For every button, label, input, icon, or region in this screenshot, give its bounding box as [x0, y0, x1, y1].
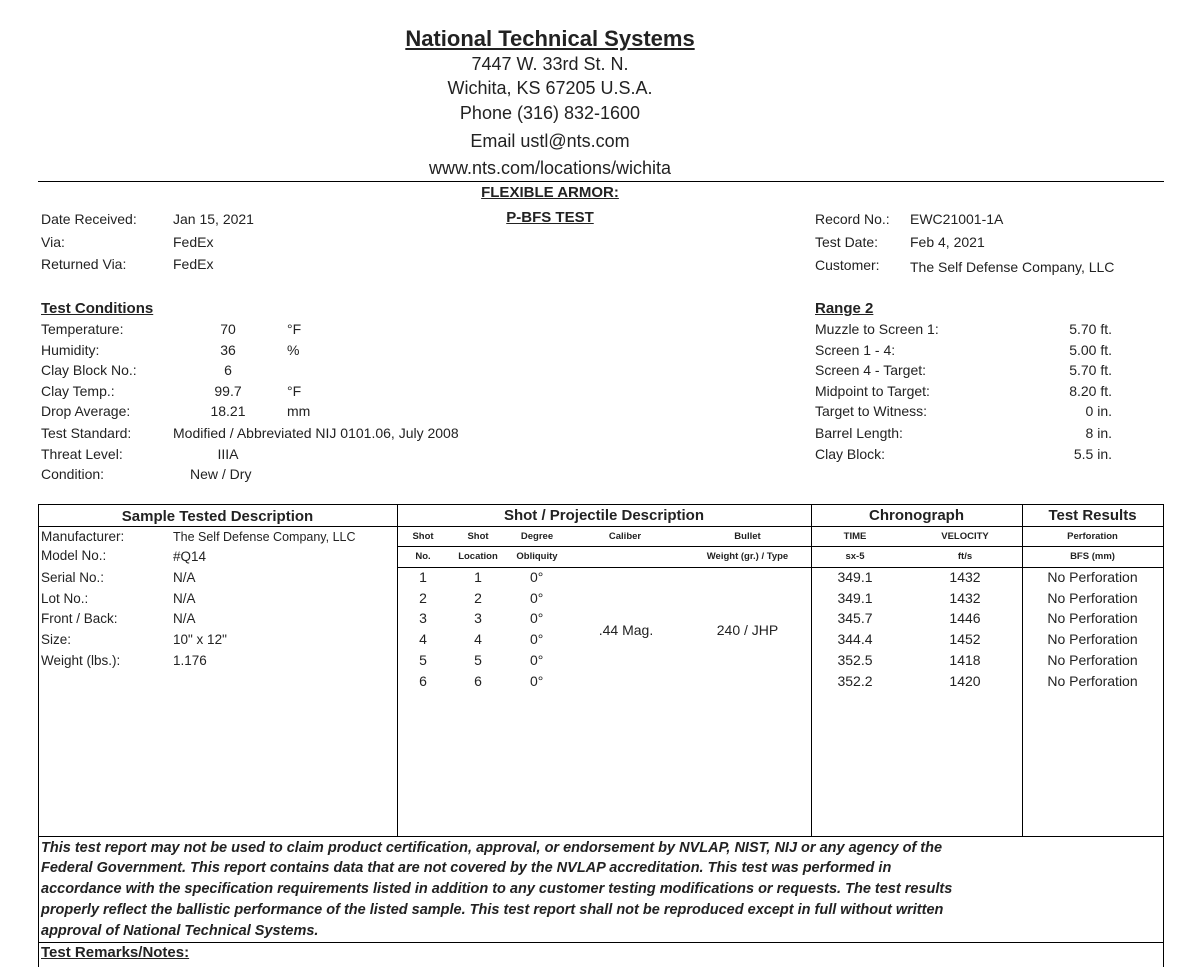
record-label: Test Date:	[815, 234, 879, 250]
condition-label: Humidity:	[41, 342, 100, 358]
email: Email ustl@nts.com	[470, 131, 630, 151]
table-border	[38, 526, 1164, 527]
table-border	[397, 504, 398, 836]
receipt-label: Returned Via:	[41, 256, 127, 272]
col-head-velocity: VELOCITY	[941, 531, 989, 542]
record-label: Record No.:	[815, 211, 890, 227]
receipt-label: Via:	[41, 234, 65, 250]
sample-label: Weight (lbs.):	[41, 653, 121, 668]
shot-result: No Perforation	[1047, 652, 1138, 668]
website: www.nts.com/locations/wichita	[428, 158, 672, 178]
col-head-location: Location	[458, 551, 498, 562]
record-value: The Self Defense Company, LLC	[910, 259, 1115, 275]
range-value: 5.00 ft.	[1069, 342, 1112, 358]
table-border	[38, 504, 1164, 505]
receipt-label: Date Received:	[41, 211, 137, 227]
threat-level-label: Threat Level:	[41, 446, 123, 462]
condition-state-label: Condition:	[41, 466, 105, 482]
shot-velocity: 1420	[949, 673, 981, 689]
condition-value: 6	[224, 362, 232, 378]
sample-value: N/A	[173, 611, 196, 626]
col-head-caliber: Caliber	[608, 531, 642, 542]
sample-value: The Self Defense Company, LLC	[173, 530, 356, 544]
sample-value: #Q14	[173, 549, 207, 564]
range-label: Screen 4 - Target:	[815, 362, 927, 378]
col-head-obliquity: Obliquity	[516, 551, 558, 562]
shot-time: 345.7	[837, 610, 873, 626]
test-standard-value: Modified / Abbreviated NIJ 0101.06, July 2008	[173, 425, 459, 441]
disclaimer-line: This test report may not be used to claim product certification, approval, or endorsement by NVLAP, NIST, NIJ or any agency of the	[41, 840, 943, 856]
shot-location: 3	[474, 610, 482, 626]
col-head-location: Shot	[467, 531, 489, 542]
remarks-heading: Test Remarks/Notes:	[41, 944, 190, 961]
shot-time: 344.4	[837, 631, 873, 647]
condition-value: 36	[220, 342, 236, 358]
shot-location: 1	[474, 569, 482, 585]
condition-value: 18.21	[210, 403, 246, 419]
shot-location: 5	[474, 652, 482, 668]
range-label: Clay Block:	[815, 446, 886, 462]
shot-velocity: 1452	[949, 631, 981, 647]
condition-unit: mm	[287, 403, 311, 419]
range-value: 8.20 ft.	[1069, 383, 1112, 399]
record-value: Feb 4, 2021	[910, 234, 985, 250]
shot-time: 349.1	[837, 590, 873, 606]
sample-label: Front / Back:	[41, 611, 118, 626]
header-rule	[38, 181, 1164, 182]
table-border	[811, 504, 812, 836]
shot-location: 4	[474, 631, 482, 647]
condition-unit: °F	[287, 321, 302, 337]
receipt-value: FedEx	[173, 256, 214, 272]
sample-section-heading: Sample Tested Description	[121, 508, 314, 525]
shot-velocity: 1432	[949, 590, 981, 606]
threat-level-value: IIIA	[217, 446, 239, 462]
range-label: Barrel Length:	[815, 425, 903, 441]
range-value: 5.70 ft.	[1069, 321, 1112, 337]
col-head-time: TIME	[843, 531, 867, 542]
col-head-bullet: Bullet	[734, 531, 761, 542]
shot-obliquity: 0°	[530, 590, 544, 606]
sample-label: Serial No.:	[41, 570, 105, 585]
range-value: 0 in.	[1085, 403, 1112, 419]
shot-no: 5	[419, 652, 427, 668]
shot-obliquity: 0°	[530, 569, 544, 585]
sample-value: N/A	[173, 591, 196, 606]
remarks-rule	[38, 942, 1164, 943]
condition-value: 70	[220, 321, 236, 337]
shot-location: 2	[474, 590, 482, 606]
table-border	[38, 504, 39, 967]
range-value: 8 in.	[1085, 425, 1112, 441]
sample-label: Size:	[41, 632, 72, 647]
shot-no: 4	[419, 631, 427, 647]
shot-result: No Perforation	[1047, 673, 1138, 689]
record-label: Customer:	[815, 257, 880, 273]
sample-label: Model No.:	[41, 548, 107, 563]
condition-label: Drop Average:	[41, 403, 131, 419]
shot-velocity: 1432	[949, 569, 981, 585]
condition-label: Temperature:	[41, 321, 124, 337]
receipt-value: FedEx	[173, 234, 214, 250]
bullet-value: 240 / JHP	[716, 622, 779, 638]
shot-velocity: 1446	[949, 610, 981, 626]
address-line-1: 7447 W. 33rd St. N.	[471, 54, 629, 74]
sample-label: Manufacturer:	[41, 529, 125, 544]
receipt-value: Jan 15, 2021	[173, 211, 254, 227]
col-head-velocity: ft/s	[957, 551, 973, 562]
disclaimer-line: properly reflect the ballistic performance of the listed sample. This test report shall not be reproduced except in full without written	[41, 902, 944, 918]
condition-unit: °F	[287, 383, 302, 399]
shot-velocity: 1418	[949, 652, 981, 668]
condition-state-value: New / Dry	[190, 466, 252, 482]
range-label: Muzzle to Screen 1:	[815, 321, 939, 337]
range-label: Screen 1 - 4:	[815, 342, 896, 358]
shot-no: 1	[419, 569, 427, 585]
shot-no: 3	[419, 610, 427, 626]
shot-section-heading: Shot / Projectile Description	[503, 507, 705, 524]
table-border	[1163, 504, 1164, 967]
table-border	[397, 567, 1164, 568]
disclaimer-line: approval of National Technical Systems.	[41, 923, 319, 939]
test-conditions-heading: Test Conditions	[41, 300, 154, 317]
shot-time: 349.1	[837, 569, 873, 585]
sample-value: N/A	[173, 570, 196, 585]
col-head-perforation: Perforation	[1067, 531, 1118, 542]
shot-obliquity: 0°	[530, 652, 544, 668]
table-border	[38, 836, 1164, 837]
armor-type: FLEXIBLE ARMOR:	[481, 184, 619, 201]
shot-obliquity: 0°	[530, 610, 544, 626]
caliber-value: .44 Mag.	[598, 622, 654, 638]
shot-result: No Perforation	[1047, 631, 1138, 647]
sample-value: 1.176	[173, 653, 207, 668]
shot-no: 6	[419, 673, 427, 689]
range-label: Target to Witness:	[815, 403, 928, 419]
test-type: P-BFS TEST	[506, 209, 594, 226]
shot-result: No Perforation	[1047, 569, 1138, 585]
condition-label: Clay Block No.:	[41, 362, 137, 378]
sample-value: 10" x 12"	[173, 632, 227, 647]
col-head-bfs: BFS (mm)	[1070, 551, 1115, 562]
disclaimer-line: Federal Government. This report contains data that are not covered by the NVLAP accreditation. This test was performed in	[41, 860, 892, 876]
range-heading: Range 2	[815, 300, 874, 317]
address-line-2: Wichita, KS 67205 U.S.A.	[447, 78, 653, 98]
shot-time: 352.5	[837, 652, 873, 668]
range-label: Midpoint to Target:	[815, 383, 930, 399]
col-head-shot: No.	[415, 551, 431, 562]
condition-value: 99.7	[214, 383, 242, 399]
condition-unit: %	[287, 342, 300, 358]
condition-label: Clay Temp.:	[41, 383, 115, 399]
shot-no: 2	[419, 590, 427, 606]
shot-time: 352.2	[837, 673, 873, 689]
range-value: 5.70 ft.	[1069, 362, 1112, 378]
shot-obliquity: 0°	[530, 631, 544, 647]
range-value: 5.5 in.	[1073, 446, 1112, 462]
col-head-shot: Shot	[412, 531, 434, 542]
sample-label: Lot No.:	[41, 591, 89, 606]
shot-location: 6	[474, 673, 482, 689]
shot-result: No Perforation	[1047, 610, 1138, 626]
record-value: EWC21001-1A	[910, 211, 1004, 227]
col-head-time: sx-5	[845, 551, 865, 562]
test-standard-label: Test Standard:	[41, 425, 132, 441]
chrono-section-heading: Chronograph	[869, 507, 964, 524]
col-head-bullet: Weight (gr.) / Type	[706, 551, 789, 562]
col-head-obliquity: Degree	[520, 531, 554, 542]
results-section-heading: Test Results	[1048, 507, 1137, 524]
shot-obliquity: 0°	[530, 673, 544, 689]
phone: Phone (316) 832-1600	[459, 103, 641, 123]
shot-result: No Perforation	[1047, 590, 1138, 606]
disclaimer-line: accordance with the specification requirements listed in addition to any customer testing modifications or requests. The test results	[41, 881, 953, 897]
table-border	[397, 546, 1164, 547]
company-name: National Technical Systems	[405, 26, 695, 51]
